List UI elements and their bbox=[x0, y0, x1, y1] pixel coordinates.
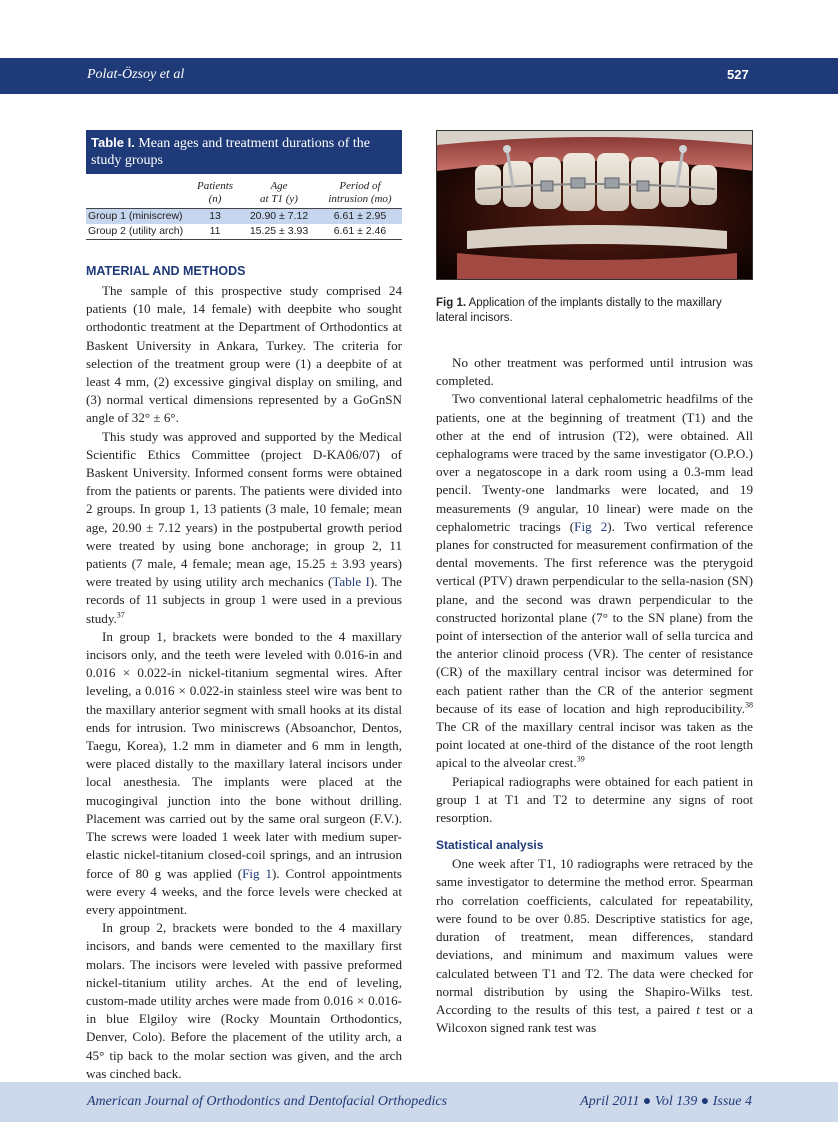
figure-1-caption: Fig 1. Application of the implants distally to the maxillary lateral incisors. bbox=[436, 297, 722, 324]
table-header-empty bbox=[86, 180, 190, 209]
table-1 bbox=[86, 130, 402, 240]
table-cell-age: 20.90 ± 7.12 bbox=[249, 210, 309, 222]
methods-paragraph-4: In group 2, brackets were bonded to the 4 maxillary incisors, and bands were cemented to the maxillary first molars. The incisors were leveled with passive preformed nickel-titanium utility arches. At the end of leveling, custom-made utility arches were made from 0.016 × 0.016-in blue Elgiloy wire (Rocky Mountain Orthodontics, Denver, Colo). Before the placement of the utility arch, a 45° tip back to the molar section was given, and the arch was cinched back. bbox=[86, 920, 402, 1081]
table-cell-period: 6.61 ± 2.95 bbox=[333, 210, 387, 222]
table-row bbox=[86, 209, 402, 225]
table-header-period: Period of intrusion (mo) bbox=[328, 180, 392, 205]
table-cell-period: 6.61 ± 2.46 bbox=[333, 225, 387, 237]
right-column bbox=[436, 130, 753, 1037]
table-cell-patients: 11 bbox=[209, 225, 221, 237]
reference-39[interactable]: 39 bbox=[576, 755, 585, 765]
table-header-age: Age at T1 (y) bbox=[260, 180, 298, 205]
reference-37[interactable]: 37 bbox=[116, 610, 125, 620]
right-paragraph-4: One week after T1, 10 radiographs were retraced by the same investigator to determine the method error. Spearman rho correlation coefficients, calculated for repeatability, were found to be over 0.85. Descriptive statistics for age, duration of treatment, mean differences, standard deviations, and minimum and maximum values were calculated between T1 and T2. The data were checked for normal distribution by using the Shapiro-Wilks test. According to the results of this test, a paired t test or a Wilcoxon signed rank test was bbox=[436, 856, 753, 1036]
table-row bbox=[86, 224, 402, 240]
reference-38[interactable]: 38 bbox=[745, 700, 753, 710]
table-header-row bbox=[86, 180, 402, 209]
methods-paragraph-1: The sample of this prospective study comprised 24 patients (10 male, 14 female) with deepbite who sought orthodontic treatment at the Department of Orthodontics at Baskent University in Ankara, Turkey. The criteria for selection of the treatment group were (1) a deepbite of at least 4 mm, (2) excessive gingival display on smiling, and (3) normal vertical dimensions represented by a GoGnSN angle of 32° ± 6°. bbox=[86, 283, 402, 426]
table-grid bbox=[86, 180, 402, 240]
running-header bbox=[0, 58, 838, 94]
table-header-patients: Patients (n) bbox=[197, 180, 234, 205]
running-footer bbox=[0, 1082, 838, 1122]
section-heading-statistical-analysis: Statistical analysis bbox=[436, 838, 544, 853]
right-paragraph-3: Periapical radiographs were obtained for each patient in group 1 at T1 and T2 to determine any signs of root resorption. bbox=[436, 773, 753, 826]
table-label: Table I. bbox=[91, 135, 135, 150]
methods-paragraph-2: This study was approved and supported by the Medical Scientific Ethics Committee (project D-KA06/07) of Baskent University. Informed consent forms were obtained from the patients or parents. The patients were divided into 2 groups. In group 1, 13 patients (3 male, 10 female; mean age, 20.90 ± 7.12 years) in the postpubertal growth period were treated by using bone anchorage; in group 2, 11 patients (7 male, 4 female; mean age, 15.25 ± 3.93 years) were treated by using utility arch mechanics (Table I). The records of 11 subjects in group 1 were used in a previous study.$^{37}$ bbox=[86, 428, 402, 626]
table-1-link[interactable]: Table I bbox=[332, 574, 370, 590]
footer-issue-info: April 2011 ● Vol 139 ● Issue 4 bbox=[580, 1094, 752, 1109]
right-paragraph-2: Two conventional lateral cephalometric headfilms of the patients, one at the beginning of treatment (T1) and the other at the end of intrusion (T2), were obtained. All cephalograms were traced by the same investigator (O.P.O.) over a negatoscope in a dark room using a 0.3-mm lead pencil. Twenty-one landmarks were located, and 19 measurements (9 angular, 10 linear) were made on the cephalometric tracings (Fig 2). Two vertical reference planes for constructed for measurement confirmation of the dental movements. The first reference was the pterygoid vertical (PTV) drawn perpendicular to the sella-nasion (SN) plane, and the second was drawn perpendicular to the constructed horizontal plane (7° to the SN plane) from the point of intersection of the anterior wall of sella turcica and the anterior clinoid process (VR). The center of resistance (CR) of the maxillary central incisor was determined for each patient rather than the CR of the anterior segment because of its ease of location and high reproducibility.$^{38}$ The CR of the maxillary central incisor was taken as the point located at one-third of the distance of the root length apical to the alveolar crest.$^{39}$ bbox=[436, 391, 754, 771]
methods-paragraph-3: In group 1, brackets were bonded to the 4 maxillary incisors only, and the teeth were leveled with 0.016-in and 0.016 × 0.022-in nickel-titanium segmental wires. After leveling, a 0.016 × 0.022-in stainless steel wire was bent to the maxillary anterior segment with small hooks at its distal ends for intrusion. Two miniscrews (Absoanchor, Dentos, Taegu, Korea), 1.2 mm in diameter and 6 mm in length, were placed distally to the maxillary lateral incisors under local anesthesia. The implants were placed at the mucogingival junction into the bone without drilling. Placement was carried out by the same oral surgeon (F.V.). The screws were loaded 1 week later with medium super-elastic nickel-titanium closed-coil springs, and an intrusion force of 80 g was applied (Fig 1). Control appointments were every 4 weeks, and the force levels were checked at every appointment. bbox=[86, 628, 403, 917]
fig-1-link[interactable]: Fig 1 bbox=[242, 865, 273, 881]
table-title bbox=[86, 130, 402, 174]
teeth-braces-image bbox=[437, 131, 753, 280]
section-heading-methods: MATERIAL AND METHODS bbox=[86, 264, 246, 278]
table-cell-group: Group 2 (utility arch) bbox=[88, 225, 184, 237]
table-cell-age: 15.25 ± 3.93 bbox=[249, 225, 309, 237]
table-cell-group: Group 1 (miniscrew) bbox=[88, 210, 183, 222]
table-caption: Mean ages and treatment durations of the study groups bbox=[91, 136, 371, 168]
figure-1-photo bbox=[436, 130, 753, 280]
table-cell-patients: 13 bbox=[209, 210, 221, 222]
footer-journal-name: American Journal of Orthodontics and Dentofacial Orthopedics bbox=[87, 1094, 448, 1109]
page-number: 527 bbox=[727, 67, 749, 82]
right-paragraph-1: No other treatment was performed until intrusion was completed. bbox=[436, 355, 753, 389]
left-column bbox=[86, 130, 402, 1083]
fig-2-link[interactable]: Fig 2 bbox=[574, 518, 608, 534]
header-authors: Polat-Özsoy et al bbox=[87, 67, 185, 82]
